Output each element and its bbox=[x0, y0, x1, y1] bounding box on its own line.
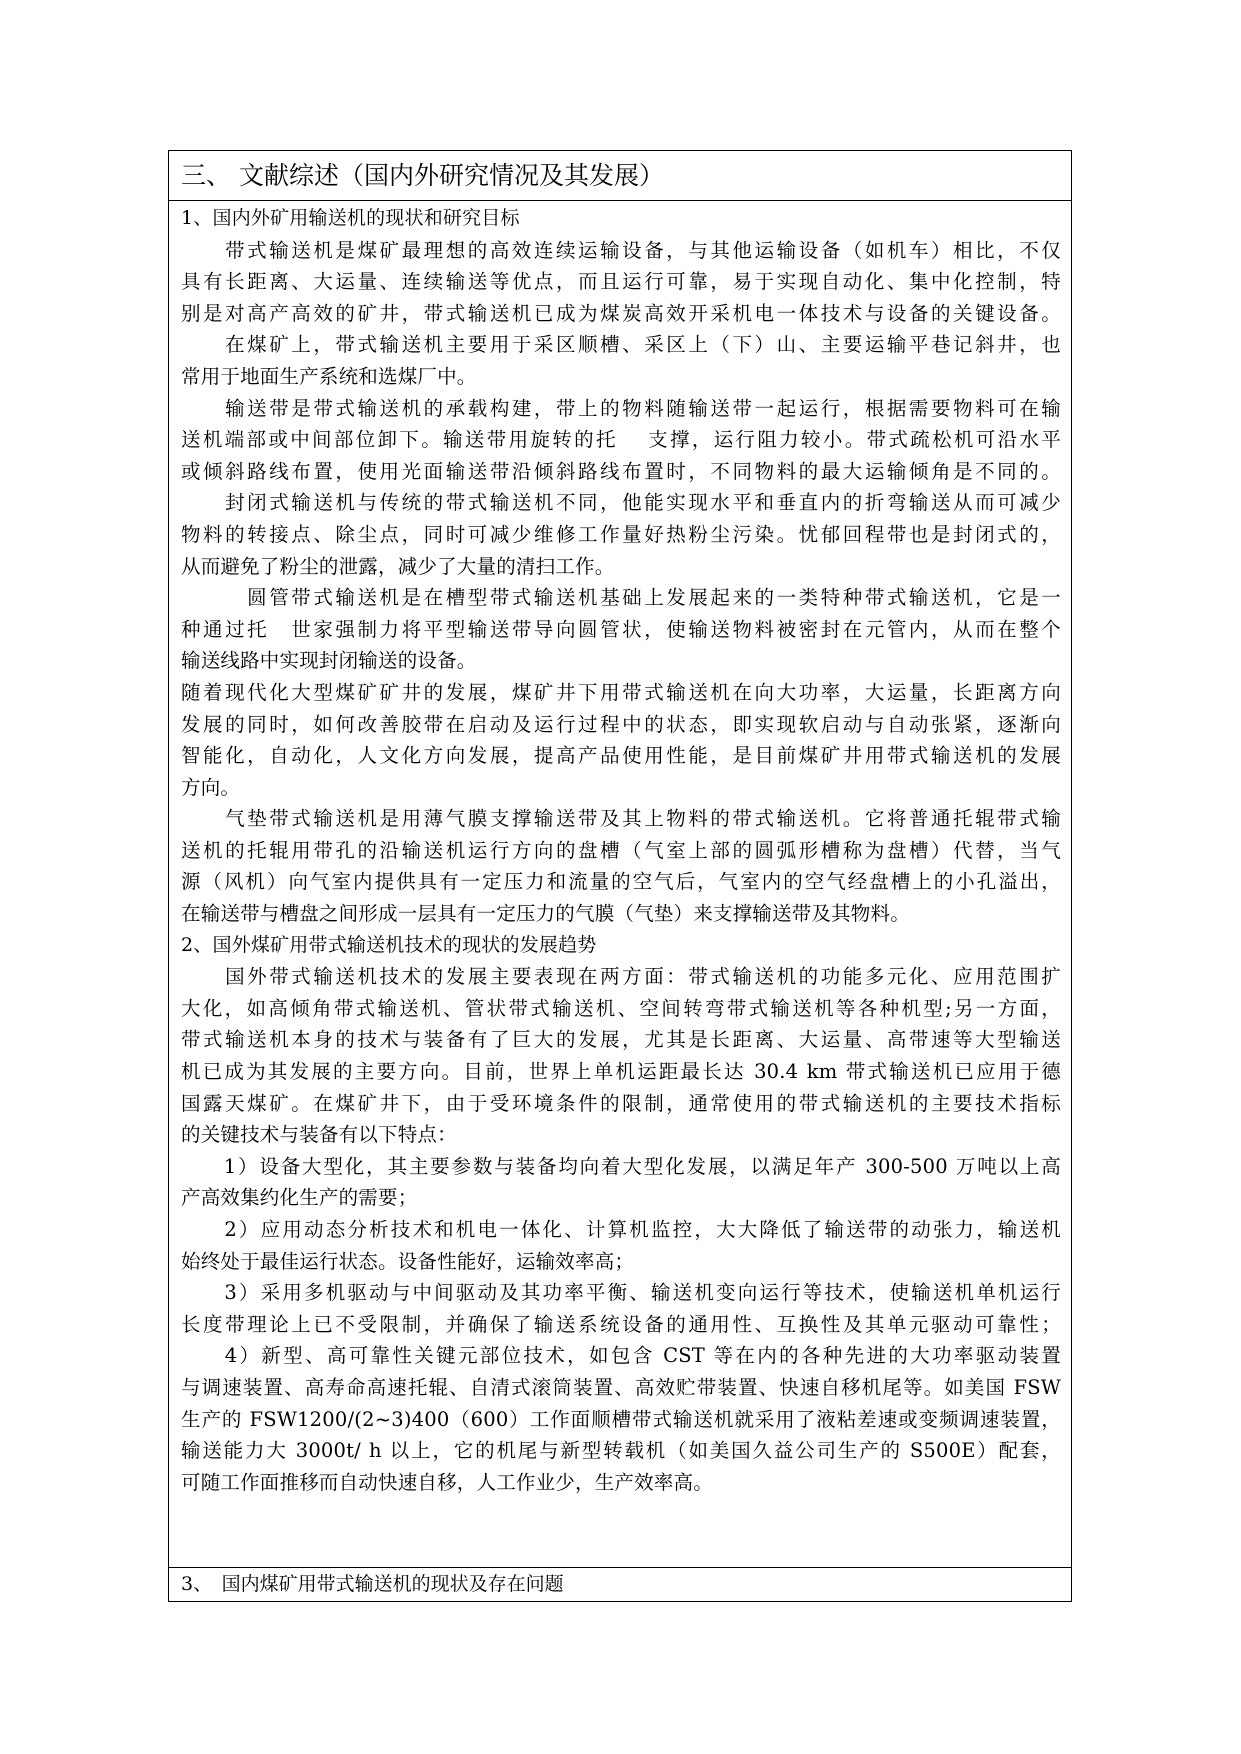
paragraph-line: 送机的托辊用带孔的沿输送机运行方向的盘槽（气室上部的圆弧形槽称为盘槽）代替，当气 bbox=[181, 838, 1061, 862]
paragraph-line: 输送线路中实现封闭输送的设备。 bbox=[181, 649, 477, 673]
next-section-heading: 3、 国内煤矿用带式输送机的现状及存在问题 bbox=[181, 1573, 564, 1595]
document-table bbox=[168, 150, 1072, 1602]
paragraph-line: 带式输送机是煤矿最理想的高效连续运输设备，与其他运输设备（如机车）相比，不仅 bbox=[181, 238, 1061, 262]
paragraph-line: 输送带是带式输送机的承载构建，带上的物料随输送带一起运行，根据需要物料可在输 bbox=[181, 396, 1061, 420]
paragraph-line: 别是对高产高效的矿井，带式输送机已成为煤炭高效开采机电一体技术与设备的关键设备。 bbox=[181, 301, 1061, 325]
paragraph-line: 可随工作面推移而自动快速自移，人工作业少，生产效率高。 bbox=[181, 1470, 713, 1494]
paragraph-line: 国露天煤矿。在煤矿井下，由于受环境条件的限制，通常使用的带式输送机的主要技术指标 bbox=[181, 1091, 1061, 1115]
paragraph-line: 从而避免了粉尘的泄露，减少了大量的清扫工作。 bbox=[181, 554, 615, 578]
section-title-row bbox=[169, 151, 1071, 201]
next-section-row bbox=[169, 1567, 1071, 1601]
paragraph-line: 随着现代化大型煤矿矿井的发展，煤矿井下用带式输送机在向大功率，大运量，长距离方向 bbox=[181, 680, 1061, 704]
paragraph-line: 长度带理论上已不受限制，并确保了输送系统设备的通用性、互换性及其单元驱动可靠性； bbox=[181, 1312, 1061, 1336]
subsection-heading: 1、国内外矿用输送机的现状和研究目标 bbox=[181, 207, 520, 229]
paragraph-line: 方向。 bbox=[181, 775, 241, 799]
subsection-heading: 2、国外煤矿用带式输送机技术的现状的发展趋势 bbox=[181, 933, 597, 956]
paragraph-line: 种通过托 世家强制力将平型输送带导向圆管状，使输送物料被密封在元管内，从而在整个 bbox=[181, 617, 1061, 641]
paragraph-line: 在煤矿上，带式输送机主要用于采区顺槽、采区上（下）山、主要运输平巷记斜井，也 bbox=[181, 333, 1061, 357]
paragraph-line: 在输送带与槽盘之间形成一层具有一定压力的气膜（气垫）来支撑输送带及其物料。 bbox=[181, 902, 910, 926]
paragraph-line: 封闭式输送机与传统的带式输送机不同，他能实现水平和垂直内的折弯输送从而可减少 bbox=[181, 491, 1061, 515]
paragraph-line: 2）应用动态分析技术和机电一体化、计算机监控，大大降低了输送带的动张力，输送机 bbox=[181, 1218, 1061, 1241]
paragraph-line: 源（风机）向气室内提供具有一定压力和流量的空气后，气室内的空气经盘槽上的小孔溢出， bbox=[181, 870, 1061, 894]
paragraph-line: 生产的 FSW1200/(2~3)400（600）工作面顺槽带式输送机就采用了液粘差速或变频调速装置， bbox=[181, 1407, 1061, 1431]
body-text bbox=[181, 203, 1061, 1498]
paragraph-line: 国外带式输送机技术的发展主要表现在两方面：带式输送机的功能多元化、应用范围扩 bbox=[181, 965, 1061, 989]
paragraph-line: 4）新型、高可靠性关键元部位技术，如包含 CST 等在内的各种先进的大功率驱动装置 bbox=[181, 1344, 1061, 1368]
paragraph-line: 具有长距离、大运量、连续输送等优点，而且运行可靠，易于实现自动化、集中化控制，特 bbox=[181, 270, 1061, 294]
paragraph-line: 与调速装置、高寿命高速托辊、自清式滚筒装置、高效贮带装置、快速自移机尾等。如美国 FSW bbox=[181, 1375, 1061, 1399]
paragraph-line: 或倾斜路线布置，使用光面输送带沿倾斜路线布置时，不同物料的最大运输倾角是不同的。 bbox=[181, 459, 1061, 483]
paragraph-line: 带式输送机本身的技术与装备有了巨大的发展，尤其是长距离、大运量、高带速等大型输送 bbox=[181, 1028, 1061, 1052]
paragraph-line: 的关键技术与装备有以下特点： bbox=[181, 1123, 457, 1147]
paragraph-line: 大化，如高倾角带式输送机、管状带式输送机、空间转弯带式输送机等各种机型;另一方面， bbox=[181, 996, 1061, 1020]
paragraph-line: 3）采用多机驱动与中间驱动及其功率平衡、输送机变向运行等技术，使输送机单机运行 bbox=[181, 1281, 1061, 1305]
paragraph-line: 发展的同时，如何改善胶带在启动及运行过程中的状态，即实现软启动与自动张紧，逐渐向 bbox=[181, 712, 1061, 736]
paragraph-line: 智能化，自动化，人文化方向发展，提高产品使用性能，是目前煤矿井用带式输送机的发展 bbox=[181, 744, 1061, 768]
paragraph-line: 常用于地面生产系统和选煤厂中。 bbox=[181, 364, 477, 388]
section-title: 三、 文献综述（国内外研究情况及其发展） bbox=[181, 161, 664, 190]
paragraph-line: 1）设备大型化，其主要参数与装备均向着大型化发展，以满足年产 300-500 万吨以上高 bbox=[181, 1154, 1061, 1178]
paragraph-line: 物料的转接点、除尘点，同时可减少维修工作量好热粉尘污染。忧郁回程带也是封闭式的， bbox=[181, 522, 1061, 546]
paragraph-line: 输送能力大 3000t/ h 以上，它的机尾与新型转载机（如美国久益公司生产的 S500E）配套， bbox=[181, 1439, 1061, 1463]
paragraph-line: 始终处于最佳运行状态。设备性能好，运输效率高； bbox=[181, 1249, 635, 1273]
paragraph-line: 机已成为其发展的主要方向。目前，世界上单机运距最长达 30.4 km 带式输送机已应用于德 bbox=[181, 1060, 1061, 1084]
paragraph-line: 气垫带式输送机是用薄气膜支撑输送带及其上物料的带式输送机。它将普通托辊带式输 bbox=[181, 807, 1061, 831]
paragraph-line: 圆管带式输送机是在槽型带式输送机基础上发展起来的一类特种带式输送机，它是一 bbox=[181, 586, 1061, 610]
paragraph-line: 产高效集约化生产的需要； bbox=[181, 1186, 418, 1210]
paragraph-line: 送机端部或中间部位卸下。输送带用旋转的托 支撑，运行阻力较小。带式疏松机可沿水平 bbox=[181, 428, 1061, 452]
